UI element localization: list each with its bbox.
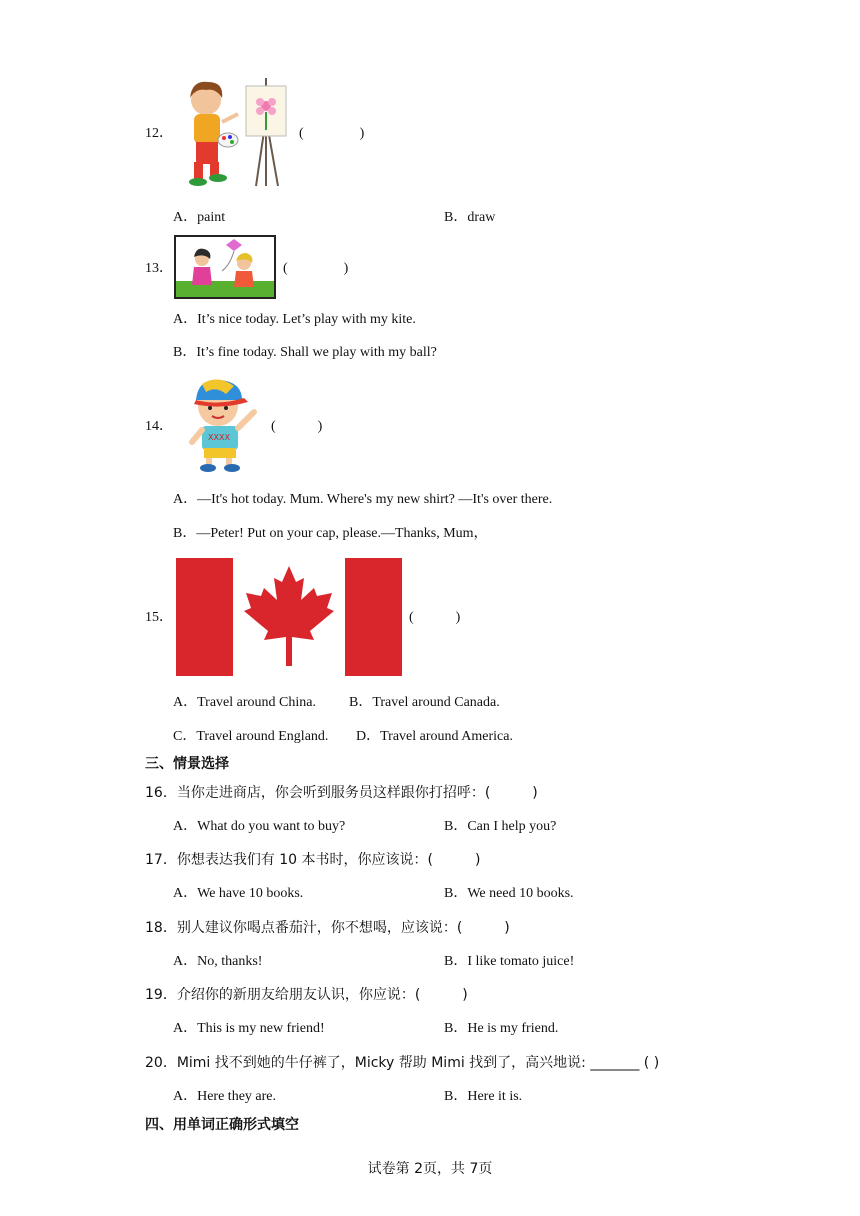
q14-answer-bracket: ( ) [271, 419, 323, 434]
boy-with-cap-icon [182, 376, 264, 474]
q14-number: 14． [145, 419, 173, 434]
girls-flying-kite-icon [174, 235, 276, 299]
q16-text: 16．当你走进商店，你会听到服务员这样跟你打招呼：( ) [145, 785, 538, 801]
q14-option-a[interactable]: A．—It's hot today. Mum. Where's my new shirt? —It's over there. [173, 492, 553, 507]
canada-flag-icon [176, 558, 402, 676]
q19-option-a[interactable]: A．This is my new friend! [173, 1021, 325, 1036]
q12-answer-bracket: ( ) [299, 126, 365, 141]
q15-option-c[interactable]: C．Travel around England. [173, 729, 329, 744]
q16-option-b[interactable]: B．Can I help you? [444, 819, 557, 834]
q18-option-a[interactable]: A．No, thanks! [173, 954, 263, 969]
section-3-heading: 三、情景选择 [145, 756, 229, 772]
q15-option-b[interactable]: B．Travel around Canada. [349, 695, 500, 710]
page-footer: 试卷第 2页，共 7页 [367, 1161, 493, 1177]
q12-option-b[interactable]: B．draw [444, 210, 496, 225]
q15-answer-bracket: ( ) [409, 610, 461, 625]
q15-option-d[interactable]: D．Travel around America. [356, 729, 513, 744]
q15-option-a[interactable]: A．Travel around China. [173, 695, 316, 710]
q12-number: 12． [145, 126, 173, 141]
q16-option-a[interactable]: A．What do you want to buy? [173, 819, 346, 834]
boy-painting-flower-icon [182, 78, 292, 188]
q12-option-a[interactable]: A．paint [173, 210, 226, 225]
svg-text:XXXX: XXXX [208, 433, 230, 442]
q20-text: 20．Mimi 找不到她的牛仔裤了，Micky 帮助 Mimi 找到了，高兴地说: _______ ( ) [145, 1055, 660, 1071]
q18-option-b[interactable]: B．I like tomato juice! [444, 954, 575, 969]
q20-option-b[interactable]: B．Here it is. [444, 1089, 523, 1104]
section-4-heading: 四、用单词正确形式填空 [145, 1117, 299, 1133]
q17-text: 17．你想表达我们有 10 本书时，你应该说：( ) [145, 852, 481, 868]
q17-option-b[interactable]: B．We need 10 books. [444, 886, 574, 901]
q18-text: 18．别人建议你喝点番茄汁，你不想喝，应该说：( ) [145, 920, 510, 936]
q15-number: 15． [145, 610, 173, 625]
q17-option-a[interactable]: A．We have 10 books. [173, 886, 304, 901]
q19-text: 19．介绍你的新朋友给朋友认识，你应说：( ) [145, 987, 468, 1003]
q19-option-b[interactable]: B．He is my friend. [444, 1021, 559, 1036]
q13-option-b[interactable]: B．It’s fine today. Shall we play with my ball? [173, 345, 437, 360]
q13-option-a[interactable]: A．It’s nice today. Let’s play with my kite. [173, 312, 416, 327]
q13-answer-bracket: ( ) [283, 261, 349, 276]
q13-number: 13． [145, 261, 173, 276]
q20-option-a[interactable]: A．Here they are. [173, 1089, 277, 1104]
q14-option-b[interactable]: B．—Peter! Put on your cap, please.—Thanks, Mum， [173, 526, 488, 541]
